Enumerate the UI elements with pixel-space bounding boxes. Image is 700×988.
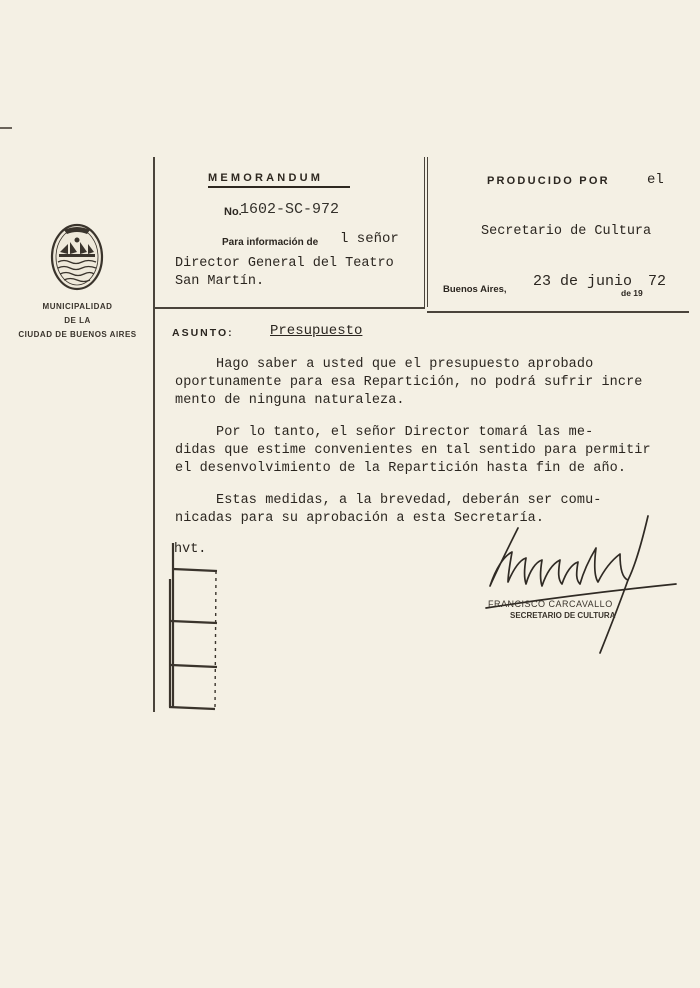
memo-number: 1602-SC-972 xyxy=(240,201,340,218)
subject-value: Presupuesto xyxy=(270,323,363,339)
typist-initials: hvt. xyxy=(174,542,207,557)
body-p3-line-2: nicadas para su aprobación a esta Secretaría. xyxy=(175,511,545,526)
signer-title: SECRETARIO DE CULTURA xyxy=(510,611,616,620)
subject-label: ASUNTO: xyxy=(172,327,234,339)
stamp-box-icon xyxy=(163,535,223,715)
signer-name: FRANCISCO CARCAVALLO xyxy=(488,599,613,609)
para-informacion-value: l señor xyxy=(340,231,399,247)
handwritten-signature-icon xyxy=(478,508,683,658)
left-border-line xyxy=(153,157,155,712)
place-label: Buenos Aires, xyxy=(443,284,507,295)
department-name: Secretario de Cultura xyxy=(481,224,652,239)
header-divider-1 xyxy=(424,157,425,307)
header-bottom-rule-left xyxy=(153,307,425,309)
para-informacion-label: Para información de xyxy=(222,237,319,248)
date-day-month: 23 de junio xyxy=(533,273,633,290)
body-p2-line-3: el desenvolvimiento de la Repartición hasta fin de año. xyxy=(175,461,627,476)
body-p2-line-1: Por lo tanto, el señor Director tomará las me- xyxy=(175,425,594,440)
produced-by-label: PRODUCIDO POR xyxy=(487,175,610,187)
body-p1-line-2: oportunamente para esa Repartición, no podrá sufrir incre xyxy=(175,375,643,390)
body-p3-line-1: Estas medidas, a la brevedad, deberán ser comu- xyxy=(175,493,602,508)
memo-number-label: No. xyxy=(224,206,242,218)
memo-title: MEMORANDUM xyxy=(208,172,324,184)
body-p2-line-2: didas que estime convenientes en tal sentido para permitir xyxy=(175,443,651,458)
body-p1-line-3: mento de ninguna naturaleza. xyxy=(175,393,405,408)
header-divider-2 xyxy=(427,157,428,307)
produced-by-el: el xyxy=(647,172,664,188)
recipient-line-2: San Martín. xyxy=(175,274,265,289)
coat-of-arms-icon xyxy=(50,222,104,292)
institution-line-1: MUNICIPALIDAD xyxy=(42,302,113,311)
institution-line-2: DE LA xyxy=(64,316,91,325)
date-year: 72 xyxy=(648,273,667,290)
body-p1-line-1: Hago saber a usted que el presupuesto aprobado xyxy=(175,357,594,372)
margin-tick xyxy=(0,127,12,129)
memo-title-underline xyxy=(208,186,350,188)
recipient-line-1: Director General del Teatro xyxy=(175,256,394,271)
header-bottom-rule-right xyxy=(427,311,689,313)
institution-line-3: CIUDAD DE BUENOS AIRES xyxy=(18,330,137,339)
date-de-label: de 19 xyxy=(621,288,643,298)
